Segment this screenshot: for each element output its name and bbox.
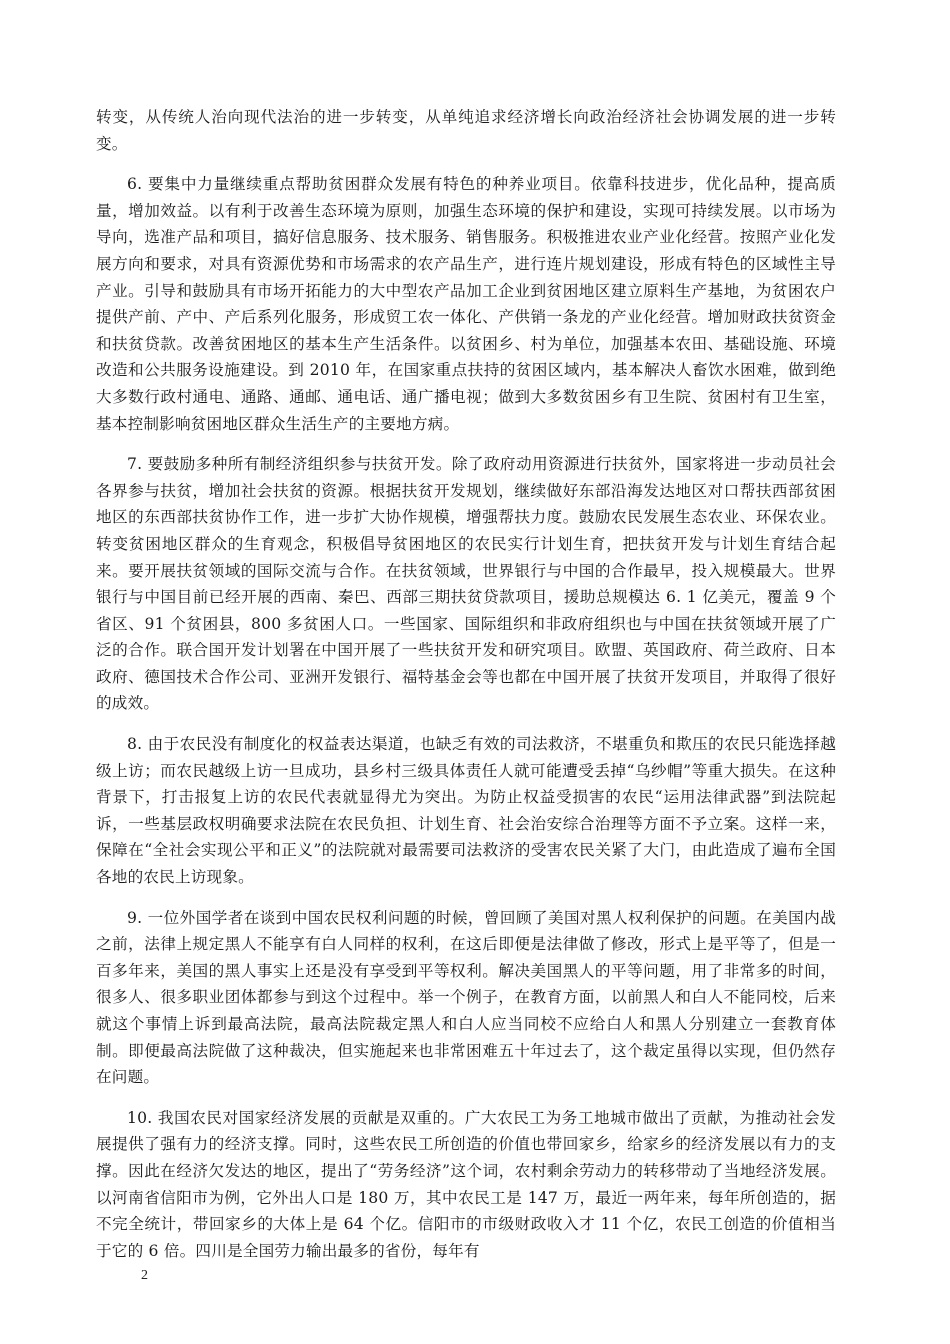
paragraph-10: 10. 我国农民对国家经济发展的贡献是双重的。广大农民工为务工地城市做出了贡献，为推动社会发展提供了强有力的经济支撑。同时，这些农民工所创造的价值也带回家乡，给家乡的经济发展以有力的支撑。因此在经济欠发达的地区，提出了“劳务经济”这个词，农村剩余劳动力的转移带动了当地经济发展。以河南省信阳市为例，它外出人口是 180 万，其中农民工是 147 万，最近一两年来，每年所创造的，据不完全统计，带回家乡的大体上是 64 个亿。信阳市的市级财政收入才 11 个亿，农民工创造的价值相当于它的 6 倍。四川是全国劳力输出最多的省份，每年有	[96, 1108, 836, 1260]
document-body	[96, 104, 836, 1278]
paragraph-7: 7. 要鼓励多种所有制经济组织参与扶贫开发。除了政府动用资源进行扶贫外，国家将进一步动员社会各界参与扶贫，增加社会扶贫的资源。根据扶贫开发规划，继续做好东部沿海发达地区对口帮扶西部贫困地区的东西部扶贫协作工作，进一步扩大协作规模，增强帮扶力度。鼓励农民发展生态农业、环保农业。转变贫困地区群众的生育观念，积极倡导贫困地区的农民实行计划生育，把扶贫开发与计划生育结合起来。要开展扶贫领域的国际交流与合作。在扶贫领域，世界银行与中国的合作最早，投入规模最大。世界银行与中国目前已经开展的西南、秦巴、西部三期扶贫贷款项目，援助总规模达 6. 1 亿美元，覆盖 9 个省区、91 个贫困县，800 多贫困人口。一些国家、国际组织和非政府组织也与中国在扶贫领域开展了广泛的合作。联合国开发计划署在中国开展了一些扶贫开发和研究项目。欧盟、英国政府、荷兰政府、日本政府、德国技术合作公司、亚洲开发银行、福特基金会等也都在中国开展了扶贫开发项目，并取得了很好的成效。	[96, 455, 836, 713]
paragraph-9: 9. 一位外国学者在谈到中国农民权利问题的时候，曾回顾了美国对黑人权利保护的问题。在美国内战之前，法律上规定黑人不能享有白人同样的权利，在这后即便是法律做了修改，形式上是平等了，但是一百多年来，美国的黑人事实上还是没有享受到平等权利。解决美国黑人的平等问题，用了非常多的时间，很多人、很多职业团体都参与到这个过程中。举一个例子，在教育方面，以前黑人和白人不能同校，后来就这个事情上诉到最高法院，最高法院裁定黑人和白人应当同校不应给白人和黑人分别建立一套教育体制。即便最高法院做了这种裁决，但实施起来也非常困难五十年过去了，这个裁定虽得以实现，但仍然存在问题。	[96, 908, 836, 1087]
paragraph-6: 6. 要集中力量继续重点帮助贫困群众发展有特色的种养业项目。依靠科技进步，优化品种，提高质量，增加效益。以有利于改善生态环境为原则，加强生态环境的保护和建设，实现可持续发展。以市场为导向，选准产品和项目，搞好信息服务、技术服务、销售服务。积极推进农业产业化经营。按照产业化发展方向和要求，对具有资源优势和市场需求的农产品生产，进行连片规划建设，形成有特色的区域性主导产业。引导和鼓励具有市场开拓能力的大中型农产品加工企业到贫困地区建立原料生产基地，为贫困农户提供产前、产中、产后系列化服务，形成贸工农一体化、产供销一条龙的产业化经营。增加财政扶贫资金和扶贫贷款。改善贫困地区的基本生产生活条件。以贫困乡、村为单位，加强基本农田、基础设施、环境改造和公共服务设施建设。到 2010 年，在国家重点扶持的贫困区域内，基本解决人畜饮水困难，做到绝大多数行政村通电、通路、通邮、通电话、通广播电视；做到大多数贫困乡有卫生院、贫困村有卫生室，基本控制影响贫困地区群众生活生产的主要地方病。	[96, 175, 836, 433]
page-number: 2	[141, 1268, 148, 1283]
paragraph-continuation: 转变，从传统人治向现代法治的进一步转变，从单纯追求经济增长向政治经济社会协调发展的进一步转变。	[96, 108, 836, 153]
paragraph-8: 8. 由于农民没有制度化的权益表达渠道，也缺乏有效的司法救济，不堪重负和欺压的农民只能选择越级上访；而农民越级上访一旦成功，县乡村三级具体责任人就可能遭受丢掉“乌纱帽”等重大损失。在这种背景下，打击报复上访的农民代表就显得尤为突出。为防止权益受损害的农民“运用法律武器”到法院起诉，一些基层政权明确要求法院在农民负担、计划生育、社会治安综合治理等方面不予立案。这样一来，保障在“全社会实现公平和正义”的法院就对最需要司法救济的受害农民关紧了大门，由此造成了遍布全国各地的农民上访现象。	[96, 735, 836, 887]
